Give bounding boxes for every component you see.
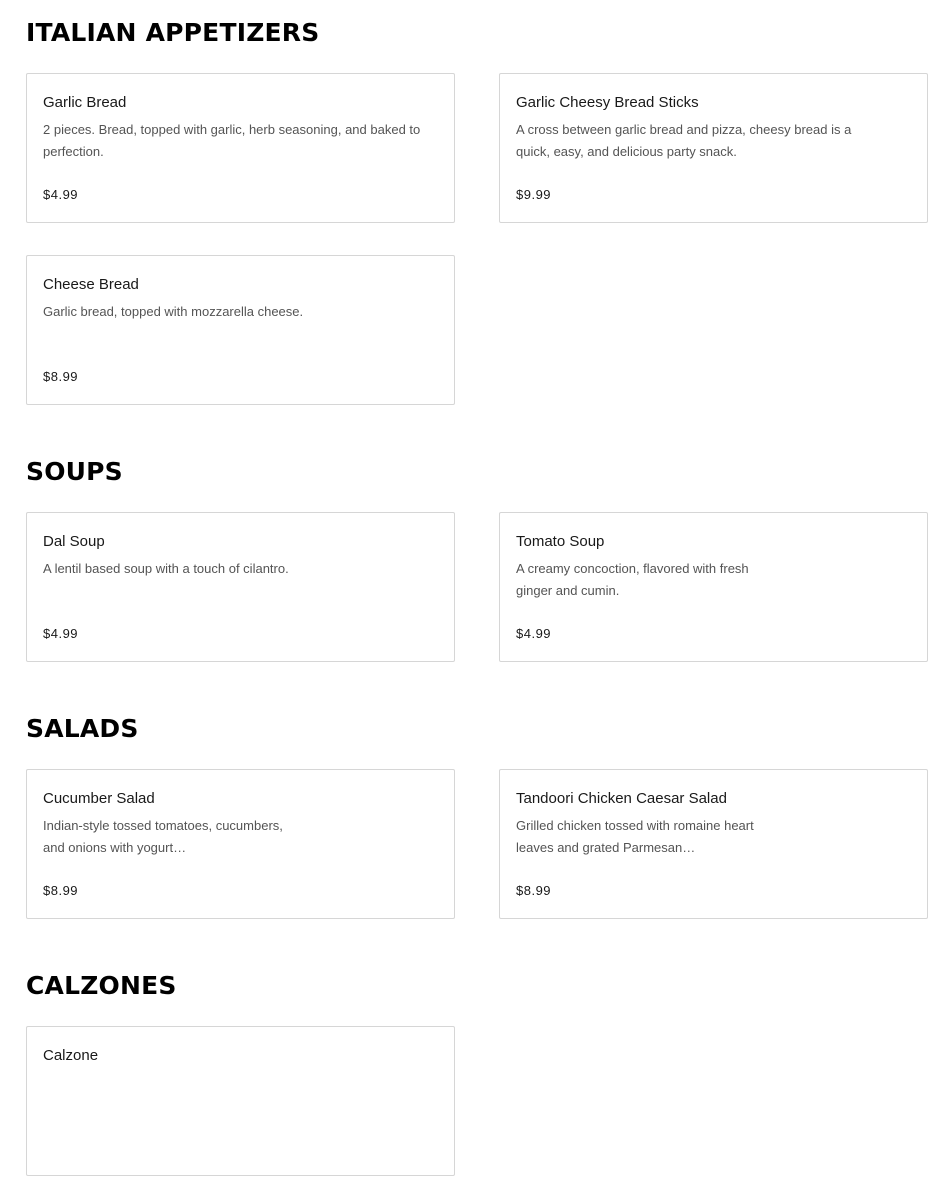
item-name: Garlic Bread bbox=[43, 94, 127, 111]
item-price: $9.99 bbox=[516, 187, 552, 202]
section-title: ITALIAN APPETIZERS bbox=[26, 18, 320, 47]
item-description: A lentil based soup with a touch of cilantro. bbox=[43, 561, 289, 576]
menu-item-calzone[interactable] bbox=[26, 1026, 455, 1176]
menu-item-garlic-cheesy-bread-sticks[interactable] bbox=[499, 73, 928, 223]
menu-page bbox=[26, 0, 928, 1200]
item-name: Garlic Cheesy Bread Sticks bbox=[516, 94, 699, 111]
section-italian-appetizers bbox=[26, 0, 928, 429]
item-name: Tandoori Chicken Caesar Salad bbox=[516, 790, 727, 807]
item-price: $4.99 bbox=[516, 626, 552, 641]
menu-item-cucumber-salad[interactable] bbox=[26, 769, 455, 919]
item-name: Calzone bbox=[43, 1047, 99, 1064]
item-description: Garlic bread, topped with mozzarella cheese. bbox=[43, 304, 304, 319]
item-description: Grilled chicken tossed with romaine heart leaves and grated Parmesan… bbox=[516, 818, 754, 855]
menu-item-tomato-soup[interactable] bbox=[499, 512, 928, 662]
menu-item-tandoori-chicken-caesar-salad[interactable] bbox=[499, 769, 928, 919]
menu-item-garlic-bread[interactable] bbox=[26, 73, 455, 223]
item-name: Cucumber Salad bbox=[43, 790, 155, 807]
item-description: 2 pieces. Bread, topped with garlic, herb seasoning, and baked to perfection. bbox=[43, 122, 421, 159]
item-description: A creamy concoction, flavored with fresh ginger and cumin. bbox=[516, 561, 749, 598]
item-price: $8.99 bbox=[43, 369, 79, 384]
menu-items-grid bbox=[26, 73, 928, 429]
section-calzones bbox=[26, 943, 928, 1200]
item-description: Indian-style tossed tomatoes, cucumbers, and onions with yogurt… bbox=[43, 818, 283, 855]
item-price: $8.99 bbox=[43, 883, 79, 898]
menu-items-grid bbox=[26, 1026, 928, 1200]
item-price: $4.99 bbox=[43, 187, 79, 202]
menu-item-cheese-bread[interactable] bbox=[26, 255, 455, 405]
section-soups bbox=[26, 429, 928, 686]
section-title: SALADS bbox=[26, 714, 139, 743]
menu-items-grid bbox=[26, 769, 928, 943]
section-title: CALZONES bbox=[26, 971, 177, 1000]
section-salads bbox=[26, 686, 928, 943]
item-price: $8.99 bbox=[516, 883, 552, 898]
item-description: A cross between garlic bread and pizza, cheesy bread is a quick, easy, and delicious party snack. bbox=[516, 122, 852, 159]
item-name: Cheese Bread bbox=[43, 276, 139, 293]
menu-item-dal-soup[interactable] bbox=[26, 512, 455, 662]
menu-items-grid bbox=[26, 512, 928, 686]
item-name: Dal Soup bbox=[43, 533, 105, 550]
item-price: $4.99 bbox=[43, 626, 79, 641]
item-name: Tomato Soup bbox=[516, 533, 605, 550]
section-title: SOUPS bbox=[26, 457, 123, 486]
